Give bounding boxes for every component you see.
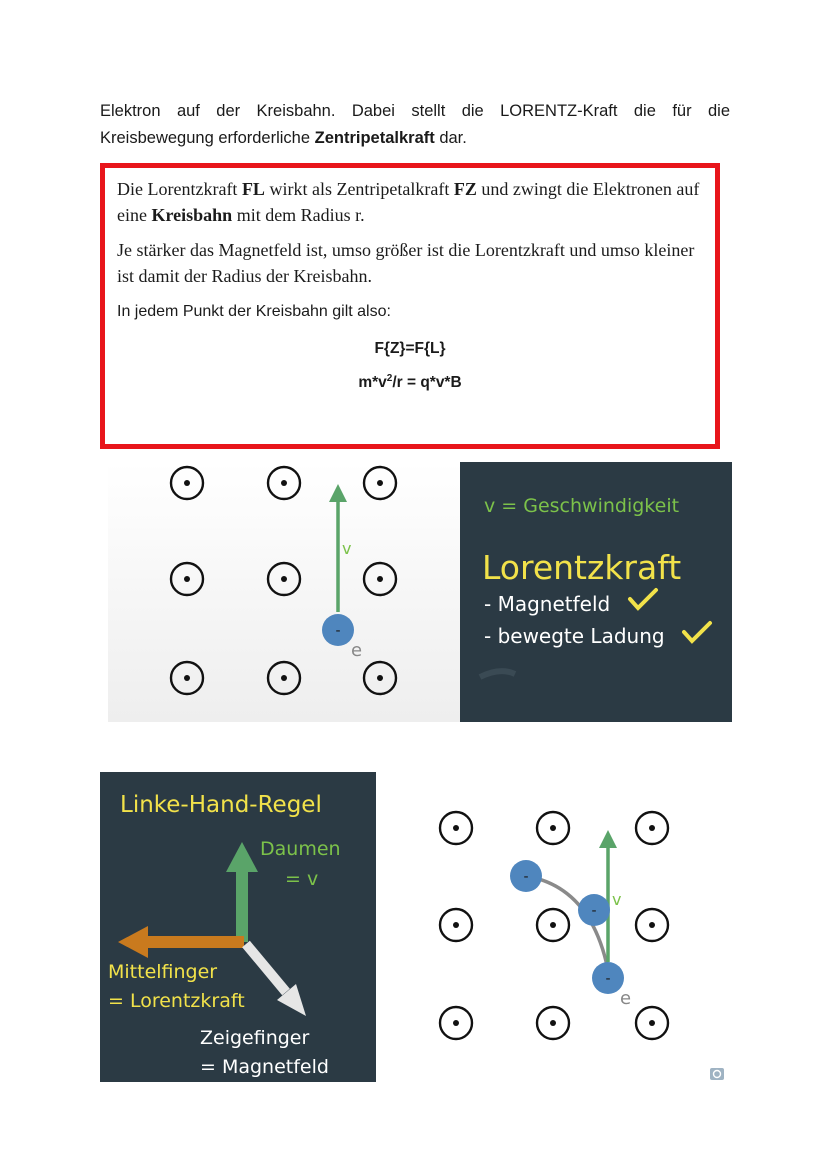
chalkboard-2-graphics <box>100 772 376 1082</box>
intro-text-end: dar. <box>434 129 467 147</box>
electron-sign: - <box>335 623 341 639</box>
index-finger-equals-label: = Magnetfeld <box>200 1056 329 1078</box>
condition-bewegte-ladung: - bewegte Ladung <box>484 624 665 648</box>
field-diagram-2 <box>376 772 732 1082</box>
electron-label: e <box>351 640 363 661</box>
electron-sign-3: - <box>605 971 611 987</box>
formula-force-equality: F{Z}=F{L} <box>374 340 446 357</box>
electron-sign-2: - <box>591 903 597 919</box>
box-paragraph-2: Je stärker das Magnetfeld ist, umso größer ist die Lorentzkraft und umso kleiner ist damit der Radius der Kreisbahn. <box>117 240 695 286</box>
lorentz-info-box <box>100 163 720 449</box>
middle-finger-equals-label: = Lorentzkraft <box>108 990 245 1012</box>
chalkboard-lorentzkraft <box>460 462 732 722</box>
intro-bold-term: Zentripetalkraft <box>314 129 435 147</box>
thumb-equals-label: = v <box>285 868 319 890</box>
settings-icon <box>710 1068 724 1080</box>
middle-finger-label: Mittelfinger <box>108 961 218 983</box>
velocity-definition: v = Geschwindigkeit <box>484 495 680 517</box>
box-paragraph-1: Die Lorentzkraft FL wirkt als Zentripetalkraft FZ und zwingt die Elektronen auf eine Kreisbahn mit dem Radius r. <box>117 179 700 225</box>
chalkboard-title: Lorentzkraft <box>482 548 682 587</box>
intro-paragraph <box>100 98 730 152</box>
chalkboard-1-graphics <box>460 462 732 722</box>
rule-title: Linke-Hand-Regel <box>120 792 322 818</box>
intro-text: Elektron auf der Kreisbahn. Dabei stellt die LORENTZ-Kraft die für die Kreisbewegung erforderliche <box>100 102 730 147</box>
electron-label-2: e <box>620 988 632 1009</box>
formula-radius: $m*v^2/r = q*v*B$ <box>358 373 462 392</box>
electron-sign-1: - <box>523 869 529 885</box>
figure-magnetic-field-2 <box>376 772 732 1082</box>
index-finger-label: Zeigefinger <box>200 1027 310 1049</box>
thumb-label: Daumen <box>260 838 341 860</box>
velocity-label-2: v <box>612 890 622 909</box>
figure-magnetic-field-1 <box>108 462 460 722</box>
velocity-label: v <box>342 539 352 558</box>
condition-magnetfeld: - Magnetfeld <box>484 592 611 616</box>
field-diagram-1 <box>108 462 460 722</box>
chalkboard-linke-hand-regel <box>100 772 376 1082</box>
box-paragraph-3: In jedem Punkt der Kreisbahn gilt also: <box>117 303 391 320</box>
